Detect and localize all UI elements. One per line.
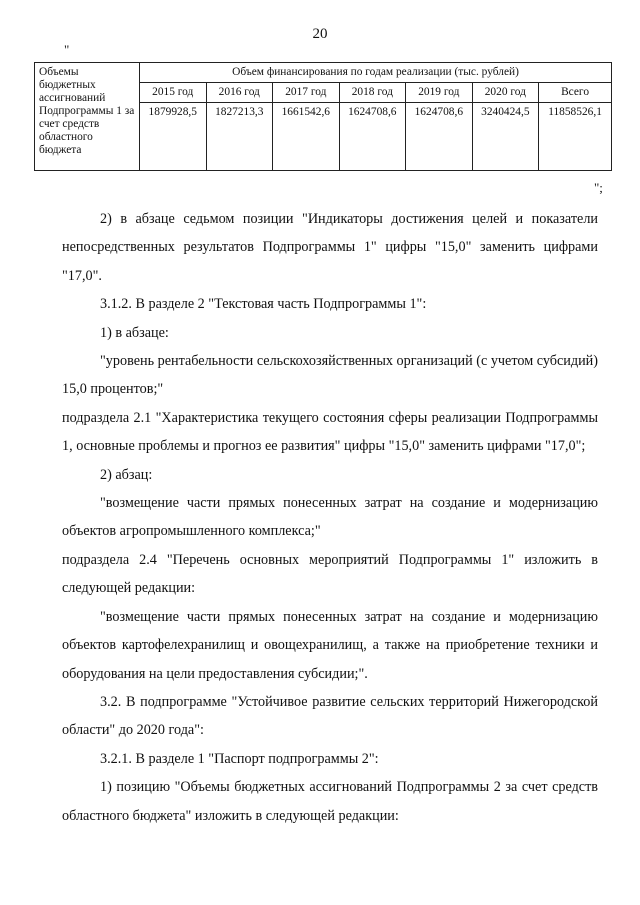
table-cell: 3240424,5 — [472, 103, 539, 171]
column-header: 2017 год — [273, 83, 340, 103]
table-cell: 1661542,6 — [273, 103, 340, 171]
paragraph: 2) абзац: — [100, 466, 153, 483]
paragraph: "возмещение части прямых понесенных затрат на создание и модернизацию объектов агропромышленного комплекса;" — [62, 495, 598, 540]
column-header: 2018 год — [339, 83, 406, 103]
table-header-row — [35, 63, 612, 83]
table-cell: 1624708,6 — [339, 103, 406, 171]
column-header: Всего — [539, 83, 612, 103]
table-cell: 1624708,6 — [406, 103, 473, 171]
paragraph: подраздела 2.1 "Характеристика текущего состояния сферы реализации Подпрограммы 1, основные проблемы и прогноз ее развития" цифры "15,0" заменить цифрами "17,0"; — [62, 409, 598, 455]
financing-table — [34, 62, 612, 171]
table-cell: 1879928,5 — [140, 103, 207, 171]
column-header: 2020 год — [472, 83, 539, 103]
paragraph: "уровень рентабельности сельскохозяйственных организаций (с учетом субсидий) 15,0 процентов;" — [62, 353, 598, 398]
paragraph: "возмещение части прямых понесенных затрат на создание и модернизацию объектов картофелехранилищ и овощехранилищ, а также на приобретение техники и оборудования на цели предоставления субсидии;". — [62, 608, 598, 682]
table-cell: 1827213,3 — [206, 103, 273, 171]
paragraph: 1) в абзаце: — [100, 324, 169, 341]
table-cell: 11858526,1 — [539, 103, 612, 171]
closing-quote-mark: "; — [594, 180, 603, 195]
paragraph: 3.2.1. В разделе 1 "Паспорт подпрограммы 2": — [100, 750, 379, 767]
document-body — [62, 205, 598, 830]
paragraph: 1) позицию "Объемы бюджетных ассигнований Подпрограммы 2 за счет средств областного бюджета" изложить в следующей редакции: — [62, 779, 598, 824]
paragraph: 3.2. В подпрограмме "Устойчивое развитие сельских территорий Нижегородской области" до 2020 года": — [62, 693, 598, 739]
page-number: 20 — [312, 26, 328, 42]
opening-quote-mark: " — [64, 42, 70, 57]
column-header: 2019 год — [406, 83, 473, 103]
column-header: 2015 год — [140, 83, 207, 103]
table-group-header: Объем финансирования по годам реализации (тыс. рублей) — [140, 63, 612, 83]
table-row-header: Объемы бюджетных ассигнований Подпрограммы 1 за счет средств областного бюджета — [35, 63, 140, 171]
paragraph: подраздела 2.4 "Перечень основных мероприятий Подпрограммы 1" изложить в следующей редакции: — [62, 551, 598, 597]
paragraph: 2) в абзаце седьмом позиции "Индикаторы достижения целей и показатели непосредственных результатов Подпрограммы 1" цифры "15,0" заменить цифрами "17,0". — [62, 211, 598, 284]
column-header: 2016 год — [206, 83, 273, 103]
paragraph: 3.1.2. В разделе 2 "Текстовая часть Подпрограммы 1": — [100, 296, 427, 313]
